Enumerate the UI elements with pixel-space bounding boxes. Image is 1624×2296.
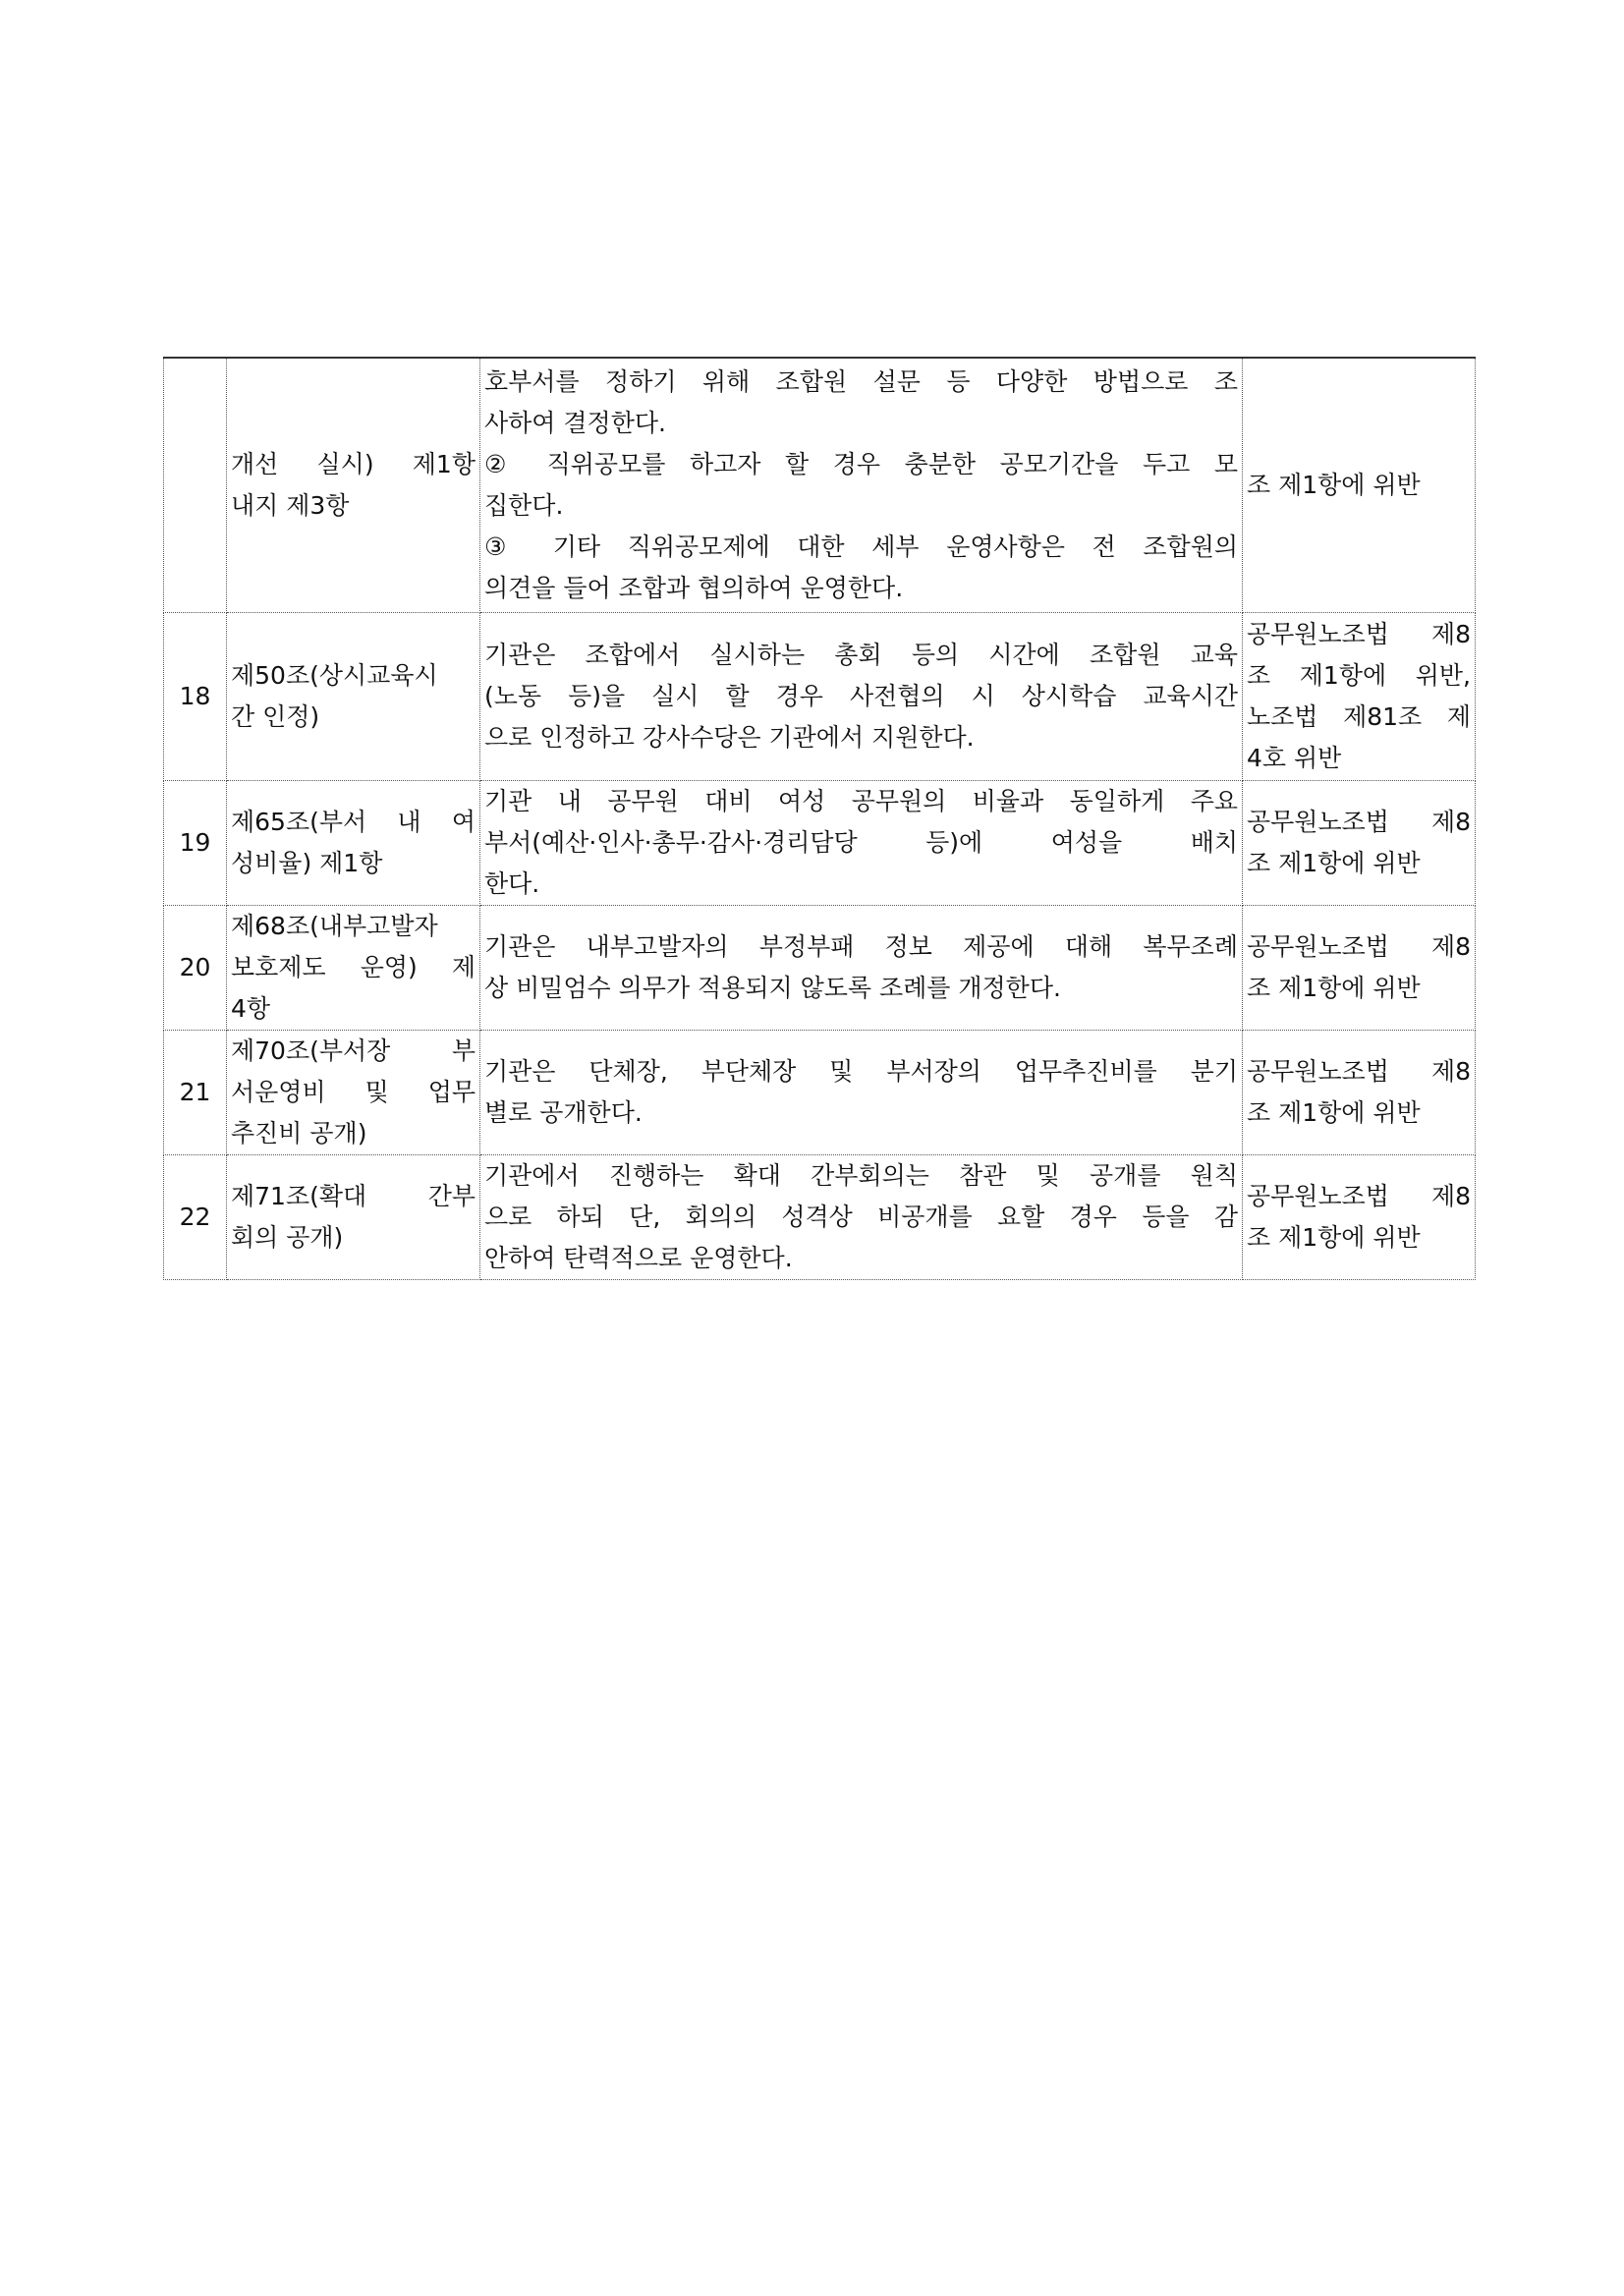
violation-line: 공무원노조법 제8	[1247, 931, 1471, 961]
article-line: 제50조(상시교육시	[231, 660, 438, 690]
article-line: 서운영비 및 업무	[231, 1077, 476, 1106]
content-line: 기관에서 진행하는 확대 간부회의는 참관 및 공개를 원칙	[484, 1160, 1238, 1190]
article-cell	[227, 612, 480, 780]
table-row	[164, 780, 1476, 905]
violation-line: 조 제1항에 위반	[1247, 848, 1421, 877]
content-line: ③ 기타 직위공모제에 대한 세부 운영사항은 전 조합원의	[484, 532, 1238, 561]
article-line: 4항	[231, 993, 271, 1023]
article-line: 제65조(부서 내 여	[231, 807, 476, 836]
content-line: 별로 공개한다.	[484, 1097, 643, 1127]
content-cell	[480, 1154, 1243, 1279]
article-line: 성비율) 제1항	[231, 848, 383, 877]
table-row	[164, 358, 1476, 612]
violation-line: 공무원노조법 제8	[1247, 1056, 1471, 1086]
article-line: 제71조(확대 간부	[231, 1181, 476, 1210]
violation-cell	[1243, 612, 1476, 780]
content-line: 한다.	[484, 868, 540, 898]
article-cell	[227, 905, 480, 1030]
content-line: 집한다.	[484, 490, 564, 520]
violations-table	[163, 357, 1476, 1280]
article-line: 내지 제3항	[231, 490, 350, 520]
content-line: 으로 인정하고 강사수당은 기관에서 지원한다.	[484, 722, 975, 752]
table-row	[164, 1030, 1476, 1154]
article-line: 제70조(부서장 부	[231, 1036, 476, 1065]
row-number: 19	[164, 780, 227, 905]
content-line: 사하여 결정한다.	[484, 408, 666, 437]
row-number: 21	[164, 1030, 227, 1154]
violation-line: 조 제1항에 위반	[1247, 973, 1421, 1002]
violation-line: 조 제1항에 위반	[1247, 1097, 1421, 1127]
article-line: 제68조(내부고발자	[231, 911, 438, 940]
content-line: 안하여 탄력적으로 운영한다.	[484, 1243, 793, 1272]
violation-line: 노조법 제81조 제	[1247, 701, 1471, 731]
content-line: 으로 하되 단, 회의의 성격상 비공개를 요할 경우 등을 감	[484, 1202, 1238, 1231]
violation-line: 공무원노조법 제8	[1247, 807, 1471, 836]
violation-line: 조 제1항에 위반	[1247, 470, 1421, 499]
violation-cell	[1243, 1030, 1476, 1154]
content-cell	[480, 1030, 1243, 1154]
content-line: 상 비밀엄수 의무가 적용되지 않도록 조례를 개정한다.	[484, 973, 1061, 1002]
row-number: 20	[164, 905, 227, 1030]
violation-cell	[1243, 1154, 1476, 1279]
content-line: 기관 내 공무원 대비 여성 공무원의 비율과 동일하게 주요	[484, 786, 1238, 815]
content-line: 기관은 조합에서 실시하는 총회 등의 시간에 조합원 교육	[484, 640, 1238, 669]
violation-line: 공무원노조법 제8	[1247, 619, 1471, 648]
table-row	[164, 1154, 1476, 1279]
content-cell	[480, 905, 1243, 1030]
content-line: 기관은 내부고발자의 부정부패 정보 제공에 대해 복무조례	[484, 931, 1238, 961]
article-line: 회의 공개)	[231, 1222, 344, 1252]
violation-line: 조 제1항에 위반	[1247, 1222, 1421, 1252]
content-line: 의견을 들어 조합과 협의하여 운영한다.	[484, 573, 904, 602]
article-cell	[227, 358, 480, 612]
content-cell	[480, 612, 1243, 780]
content-line: 기관은 단체장, 부단체장 및 부서장의 업무추진비를 분기	[484, 1056, 1238, 1086]
article-line: 보호제도 운영) 제	[231, 952, 476, 981]
violation-line: 4호 위반	[1247, 743, 1342, 772]
content-cell	[480, 780, 1243, 905]
article-line: 추진비 공개)	[231, 1118, 367, 1148]
content-line: (노동 등)을 실시 할 경우 사전협의 시 상시학습 교육시간	[484, 681, 1238, 710]
article-cell	[227, 1030, 480, 1154]
content-line: 부서(예산·인사·총무·감사·경리담당 등)에 여성을 배치	[484, 827, 1238, 857]
article-line: 간 인정)	[231, 701, 320, 731]
article-cell	[227, 780, 480, 905]
table-row	[164, 612, 1476, 780]
article-line: 개선 실시) 제1항	[231, 449, 476, 478]
violation-cell	[1243, 780, 1476, 905]
row-number: 18	[164, 612, 227, 780]
content-line: ② 직위공모를 하고자 할 경우 충분한 공모기간을 두고 모	[484, 449, 1238, 478]
content-line: 호부서를 정하기 위해 조합원 설문 등 다양한 방법으로 조	[484, 366, 1238, 396]
violation-cell	[1243, 905, 1476, 1030]
violation-line: 공무원노조법 제8	[1247, 1181, 1471, 1210]
row-number	[164, 358, 227, 612]
table-row	[164, 905, 1476, 1030]
article-cell	[227, 1154, 480, 1279]
violation-line: 조 제1항에 위반,	[1247, 660, 1471, 690]
row-number: 22	[164, 1154, 227, 1279]
content-cell	[480, 358, 1243, 612]
violation-cell	[1243, 358, 1476, 612]
